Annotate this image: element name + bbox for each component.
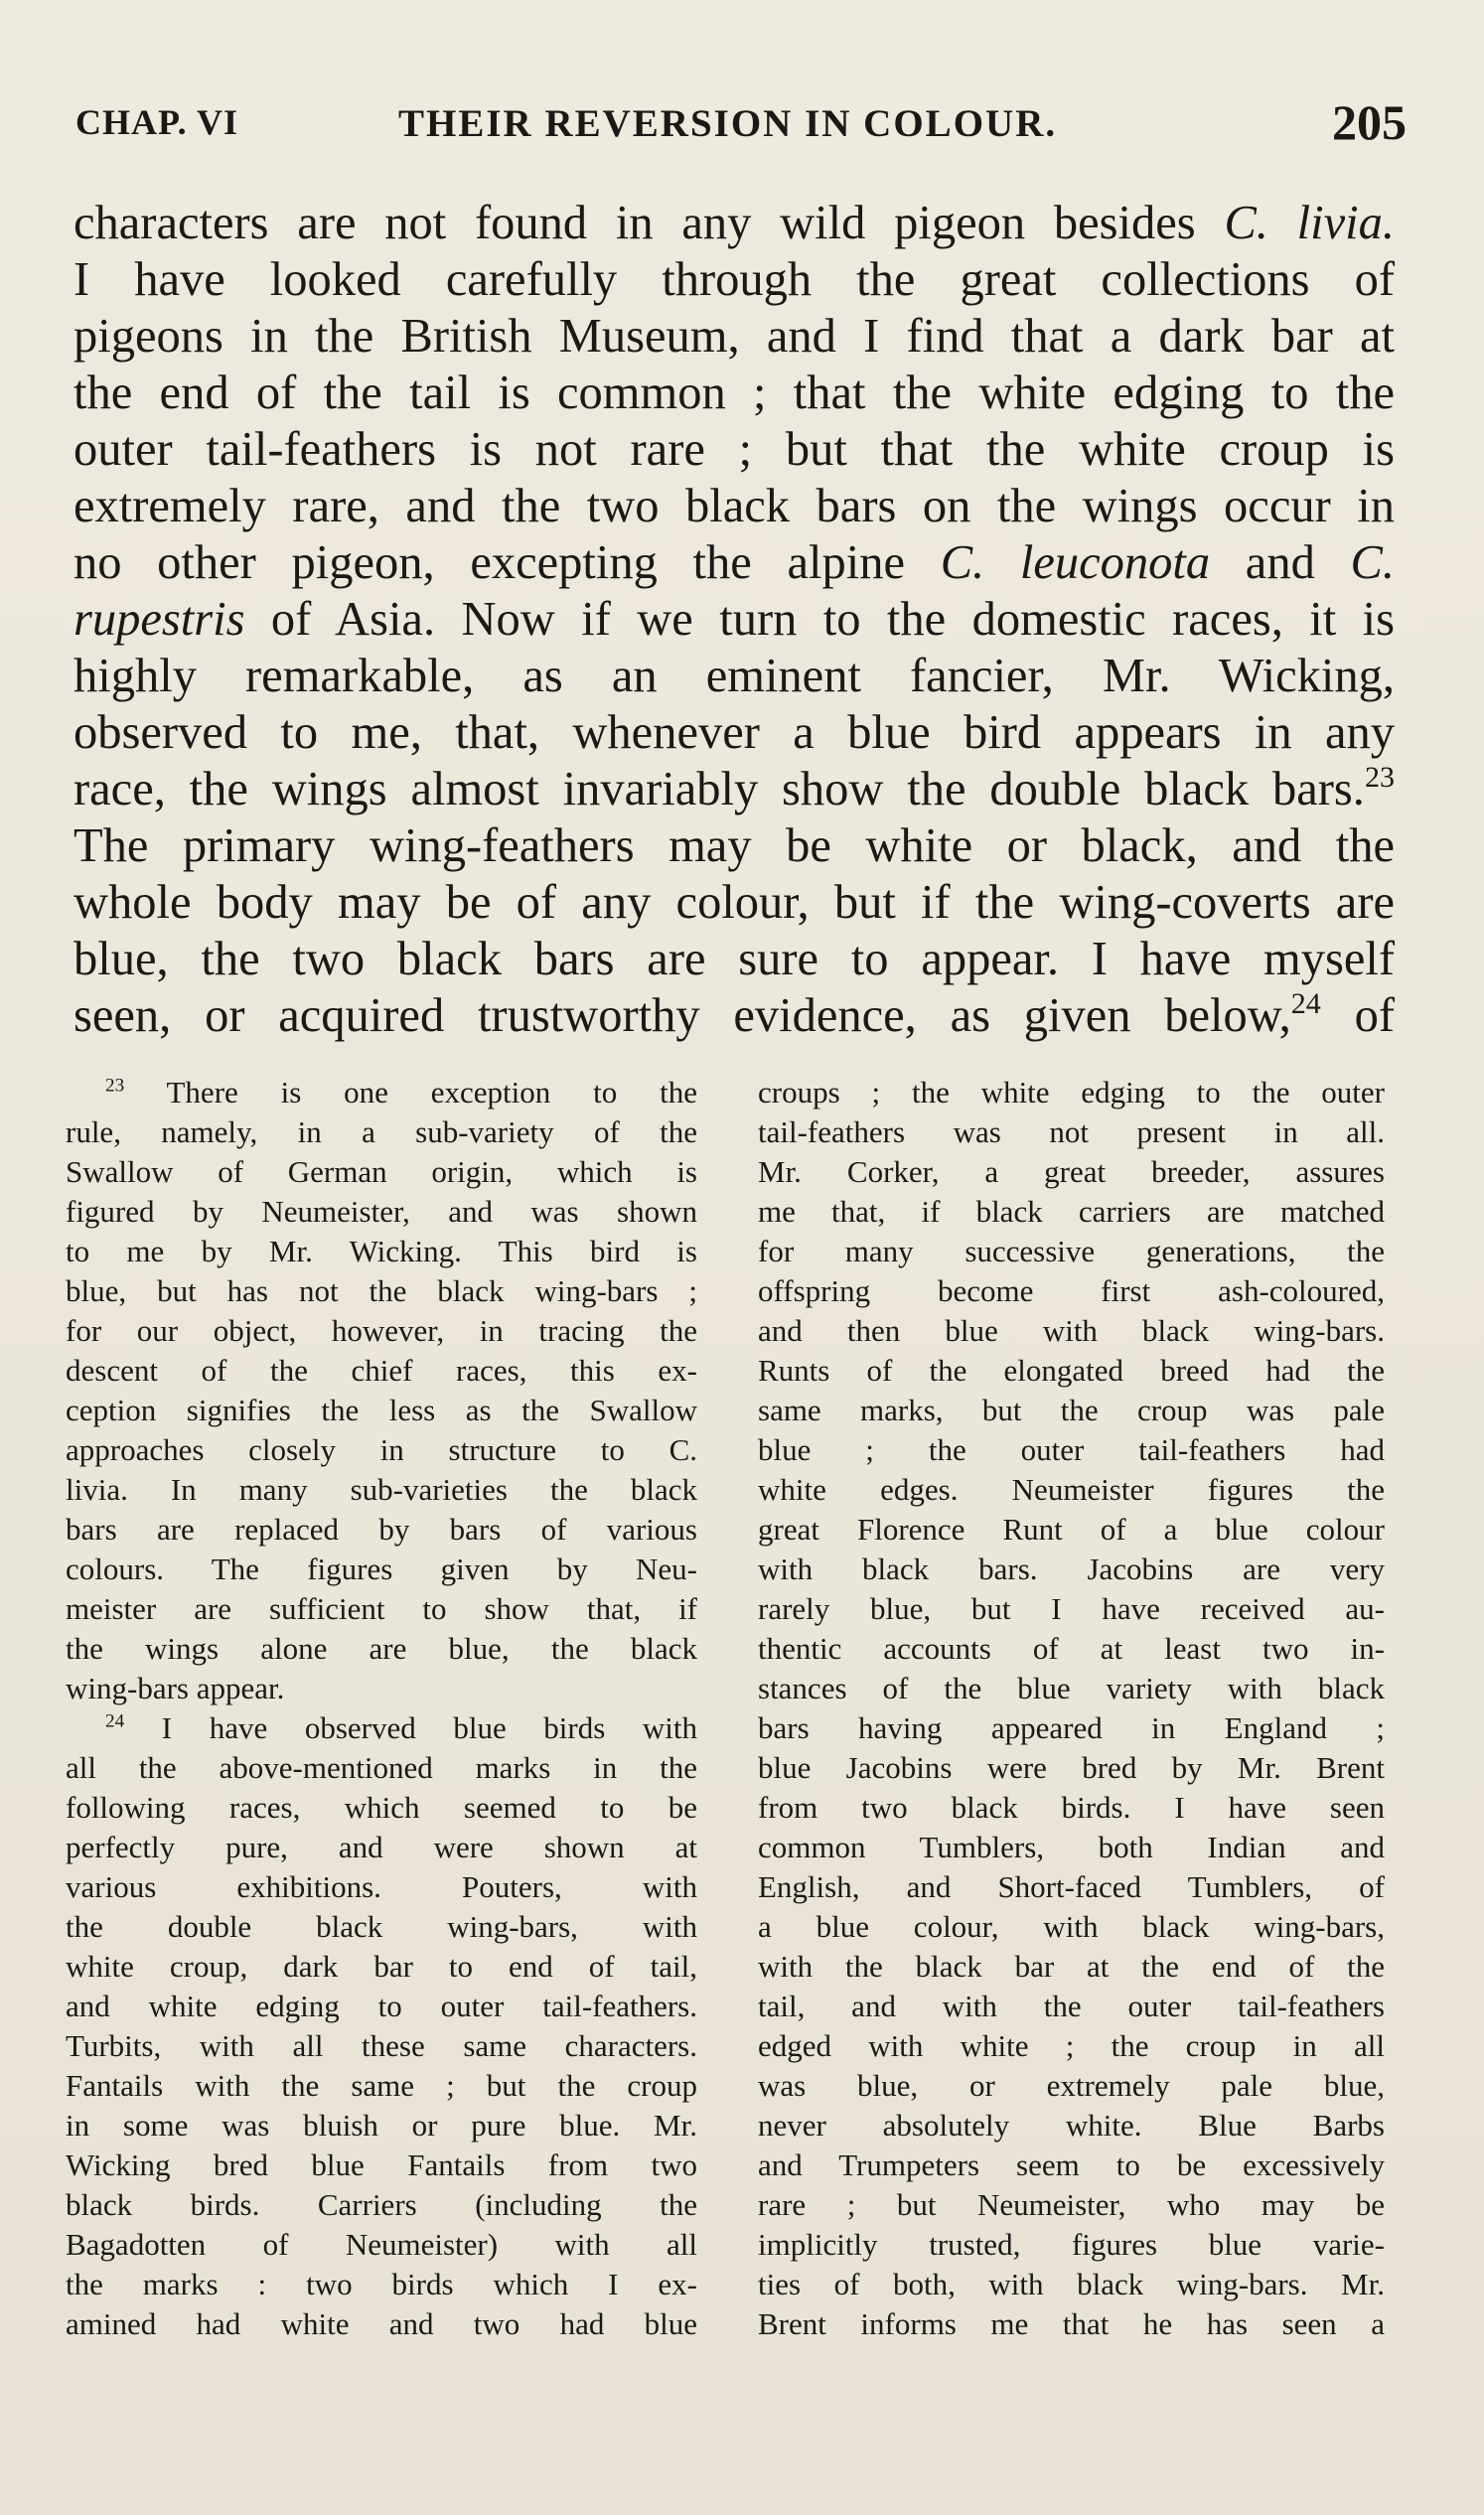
footnote-line: following races, which seemed to be: [66, 1790, 697, 1825]
text-line: characters are not found in any wild pigeon besides C. livia.: [74, 197, 1395, 249]
footnote-line: Wicking bred blue Fantails from two: [66, 2147, 697, 2182]
main-text: [74, 195, 1395, 1044]
text-line: rupestris of Asia. Now if we turn to the domestic races, it is: [74, 593, 1395, 646]
footnote-line: never absolutely white. Blue Barbs: [758, 2108, 1385, 2143]
footnote-line: English, and Short-faced Tumblers, of: [758, 1869, 1385, 1904]
footnote-line: Bagadotten of Neumeister) with all: [66, 2227, 697, 2262]
footnote-line: perfectly pure, and were shown at: [66, 1830, 697, 1864]
footnote-line: for many successive generations, the: [758, 1234, 1385, 1268]
text-line: the end of the tail is common ; that the white edging to the: [74, 367, 1395, 419]
text-line: extremely rare, and the two black bars on the wings occur in: [74, 480, 1395, 532]
footnote-line: blue Jacobins were bred by Mr. Brent: [758, 1750, 1385, 1785]
text-line: highly remarkable, as an eminent fancier, Mr. Wicking,: [74, 650, 1395, 702]
text-line: race, the wings almost invariably show the double black bars.$^{23}$: [74, 759, 1395, 815]
footnote-line: Turbits, with all these same characters.: [66, 2028, 697, 2063]
footnote-line: the marks : two birds which I ex-: [66, 2267, 697, 2301]
text-line: outer tail-feathers is not rare ; but that the white croup is: [74, 423, 1395, 476]
footnote-line: with the black bar at the end of the: [758, 1949, 1385, 1984]
footnote-line: great Florence Runt of a blue colour: [758, 1512, 1385, 1547]
footnote-line: rarely blue, but I have received au-: [758, 1591, 1385, 1626]
footnote-line: in some was bluish or pure blue. Mr.: [66, 2108, 697, 2143]
footnote-ref-23: 23: [1364, 759, 1395, 794]
footnote-start-23: $^{23}$ There is one exception to the: [105, 1075, 697, 1110]
chapter-label: CHAP. VI: [75, 102, 239, 142]
text-line: pigeons in the British Museum, and I find that a dark bar at: [74, 310, 1395, 363]
text-line: no other pigeon, excepting the alpine C. leuconota and C.: [74, 536, 1395, 589]
footnote-line: Fantails with the same ; but the croup: [66, 2068, 697, 2103]
footnote-line: wing-bars appear.: [66, 1671, 285, 1705]
footnote-start-24: $^{24}$ I have observed blue birds with: [105, 1710, 697, 1745]
footnote-line: and white edging to outer tail-feathers.: [66, 1989, 697, 2023]
footnotes-right-column: [758, 1073, 1385, 2344]
footnote-number: 24: [105, 1710, 125, 1732]
footnote-line: bars are replaced by bars of various: [66, 1512, 697, 1547]
footnote-line: descent of the chief races, this ex-: [66, 1353, 697, 1388]
footnote-line: rule, namely, in a sub-variety of the: [66, 1114, 697, 1149]
footnote-line: implicitly trusted, figures blue varie-: [758, 2227, 1385, 2262]
footnote-line: approaches closely in structure to C.: [66, 1432, 697, 1467]
footnote-line: tail, and with the outer tail-feathers: [758, 1989, 1385, 2023]
footnote-line: the wings alone are blue, the black: [66, 1631, 697, 1666]
footnote-line: me that, if black carriers are matched: [758, 1194, 1385, 1229]
footnote-line: stances of the blue variety with black: [758, 1671, 1385, 1705]
footnote-line: various exhibitions. Pouters, with: [66, 1869, 697, 1904]
text-line: observed to me, that, whenever a blue bird appears in any: [74, 706, 1395, 759]
footnote-line: Runts of the elongated breed had the: [758, 1353, 1385, 1388]
footnote-line: croups ; the white edging to the outer: [758, 1075, 1385, 1110]
footnote-line: black birds. Carriers (including the: [66, 2187, 697, 2222]
footnote-line: with black bars. Jacobins are very: [758, 1552, 1385, 1586]
footnote-line: white croup, dark bar to end of tail,: [66, 1949, 697, 1984]
footnote-line: the double black wing-bars, with: [66, 1909, 697, 1944]
text-line: I have looked carefully through the great collections of: [74, 253, 1395, 306]
footnote-line: to me by Mr. Wicking. This bird is: [66, 1234, 697, 1268]
footnote-line: blue ; the outer tail-feathers had: [758, 1432, 1385, 1467]
footnote-line: colours. The figures given by Neu-: [66, 1552, 697, 1586]
footnote-line: rare ; but Neumeister, who may be: [758, 2187, 1385, 2222]
running-header: [75, 91, 1407, 171]
footnote-line: Swallow of German origin, which is: [66, 1154, 697, 1189]
text-line: The primary wing-feathers may be white or black, and the: [74, 819, 1395, 872]
footnote-line: offspring become first ash-coloured,: [758, 1273, 1385, 1308]
footnote-line: and Trumpeters seem to be excessively: [758, 2147, 1385, 2182]
footnote-line: and then blue with black wing-bars.: [758, 1313, 1385, 1348]
footnote-line: figured by Neumeister, and was shown: [66, 1194, 697, 1229]
text-line: whole body may be of any colour, but if the wing-coverts are: [74, 876, 1395, 929]
text-line: blue, the two black bars are sure to appear. I have myself: [74, 933, 1395, 985]
footnote-ref-24: 24: [1290, 985, 1321, 1020]
text-line: seen, or acquired trustworthy evidence, as given below,$^{24}$ of: [74, 985, 1395, 1042]
footnote-line: bars having appeared in England ;: [758, 1710, 1385, 1745]
running-title: THEIR REVERSION IN COLOUR.: [398, 102, 1058, 145]
footnote-line: ception signifies the less as the Swallow: [66, 1393, 697, 1427]
footnote-line: all the above-mentioned marks in the: [66, 1750, 697, 1785]
footnote-line: amined had white and two had blue: [66, 2306, 697, 2341]
footnote-line: blue, but has not the black wing-bars ;: [66, 1273, 697, 1308]
footnote-line: ties of both, with black wing-bars. Mr.: [758, 2267, 1385, 2301]
footnote-line: livia. In many sub-varieties the black: [66, 1472, 697, 1507]
footnote-line: same marks, but the croup was pale: [758, 1393, 1385, 1427]
footnotes-left-column: [66, 1073, 697, 2344]
footnote-number: 23: [105, 1075, 125, 1097]
footnote-line: a blue colour, with black wing-bars,: [758, 1909, 1385, 1944]
footnote-line: Mr. Corker, a great breeder, assures: [758, 1154, 1385, 1189]
footnote-line: Brent informs me that he has seen a: [758, 2306, 1385, 2341]
footnote-line: edged with white ; the croup in all: [758, 2028, 1385, 2063]
footnote-line: for our object, however, in tracing the: [66, 1313, 697, 1348]
footnote-line: meister are sufficient to show that, if: [66, 1591, 697, 1626]
page-number: 205: [1332, 94, 1407, 150]
footnote-line: was blue, or extremely pale blue,: [758, 2068, 1385, 2103]
footnote-line: thentic accounts of at least two in-: [758, 1631, 1385, 1666]
footnote-line: white edges. Neumeister figures the: [758, 1472, 1385, 1507]
footnote-line: from two black birds. I have seen: [758, 1790, 1385, 1825]
footnote-line: tail-feathers was not present in all.: [758, 1114, 1385, 1149]
footnote-line: common Tumblers, both Indian and: [758, 1830, 1385, 1864]
